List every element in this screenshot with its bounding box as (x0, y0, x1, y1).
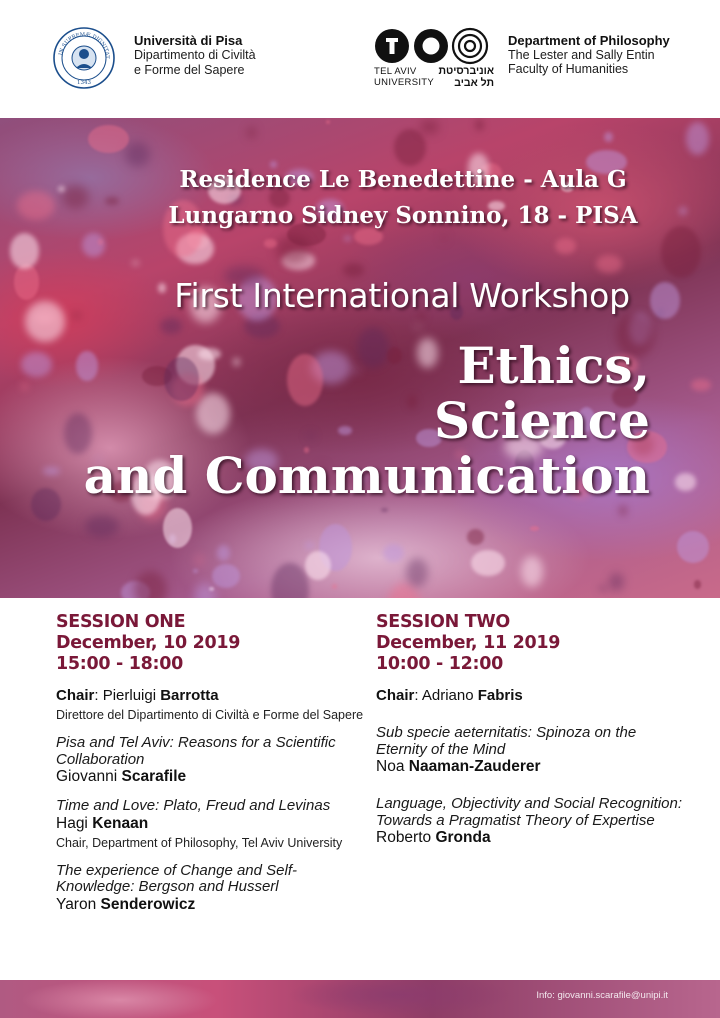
speaker (376, 829, 686, 847)
talk-item (376, 796, 686, 847)
title-line-2: Science (434, 391, 650, 450)
texture-speck (677, 531, 709, 563)
speaker-last-name: Naaman-Zauderer (408, 758, 541, 775)
venue-line-2: Lungarno Sidney Sonnino, 18 - PISA (168, 202, 638, 229)
session-two-time: 10:00 - 12:00 (376, 654, 503, 674)
session-two-date: December, 11 2019 (376, 633, 561, 653)
texture-speck (163, 508, 192, 548)
texture-speck (475, 119, 484, 131)
texture-speck (604, 132, 613, 143)
footer-contact-info: Info: giovanni.scarafile@unipi.it (536, 990, 668, 1001)
workshop-heading: First International Workshop (174, 276, 630, 315)
talk-item (56, 798, 366, 851)
speaker-last-name: Gronda (435, 829, 491, 846)
texture-speck (134, 571, 167, 598)
unipi-dept-line2: e Forme del Sapere (134, 63, 245, 77)
texture-speck (442, 235, 446, 241)
chair-first-name: Adriano (421, 687, 474, 704)
texture-speck (691, 379, 712, 391)
texture-speck (354, 228, 383, 245)
chair-label: Chair (376, 687, 415, 704)
title-line-1: Ethics, (457, 336, 650, 395)
texture-speck (247, 127, 256, 139)
speaker-last-name: Senderowicz (100, 895, 196, 913)
texture-speck (467, 529, 485, 545)
dept-line2: Faculty of Humanities (508, 62, 629, 76)
texture-speck (194, 583, 216, 598)
texture-speck (10, 233, 40, 269)
texture-speck (76, 351, 97, 380)
texture-speck (98, 239, 103, 245)
texture-speck (694, 580, 702, 589)
texture-speck (160, 318, 181, 334)
texture-speck (344, 236, 351, 241)
session-two-name: SESSION TWO (376, 612, 510, 632)
unipi-name: Università di Pisa (134, 33, 243, 48)
texture-speck (394, 129, 426, 166)
texture-speck (381, 508, 388, 512)
texture-speck (619, 505, 627, 516)
texture-speck (417, 338, 438, 367)
talk-item (376, 725, 686, 776)
texture-speck (85, 515, 119, 537)
title-line-3: and Communication (83, 446, 650, 505)
chair-first-name: Pierluigi (102, 687, 157, 704)
texture-speck (271, 563, 309, 598)
texture-speck (338, 426, 351, 435)
session-one-chair: Chair: Pierluigi Barrotta (56, 687, 219, 704)
texture-speck (212, 564, 240, 588)
texture-speck (686, 122, 710, 155)
svg-text:IN SUPREMÆ DIGNITATIS: IN SUPREMÆ DIGNITAT (58, 31, 111, 59)
chair-last-name: Fabris (477, 687, 523, 704)
texture-speck (406, 558, 428, 587)
tau-he-line2: תל אביב (454, 76, 494, 89)
dept-text-block (508, 34, 670, 76)
texture-speck (21, 383, 29, 390)
texture-speck (193, 569, 198, 573)
texture-speck (387, 347, 402, 364)
texture-speck (287, 354, 323, 406)
dept-line1: The Lester and Sally Entin (508, 48, 655, 62)
texture-speck (471, 550, 505, 576)
texture-speck (609, 573, 623, 591)
texture-speck (521, 556, 543, 588)
speaker-first-name: Noa (376, 758, 405, 775)
svg-text:1343: 1343 (77, 80, 91, 86)
texture-speck (125, 142, 150, 167)
session-one-name: SESSION ONE (56, 612, 186, 632)
speaker-first-name: Hagi (56, 814, 88, 832)
texture-speck (233, 358, 241, 366)
texture-speck (416, 325, 420, 329)
texture-speck (407, 395, 417, 409)
texture-speck (332, 584, 338, 589)
venue-line-1: Residence Le Benedettine - Aula G (179, 166, 627, 193)
texture-speck (31, 488, 61, 521)
header (0, 0, 720, 118)
tau-he-line1: אוניברסיטת (438, 65, 494, 77)
texture-speck (305, 551, 331, 581)
speaker (376, 758, 686, 776)
speaker-affiliation: Chair, Department of Philosophy, Tel Aviv University (56, 835, 343, 850)
chair-last-name: Barrotta (160, 687, 219, 704)
speaker-first-name: Giovanni (56, 768, 118, 785)
speaker-first-name: Yaron (56, 895, 97, 913)
talk-title: Sub specie aeternitatis: Spinoza on the Eternity of the Mind (376, 724, 637, 758)
talk-title: Time and Love: Plato, Freud and Levinas (56, 797, 331, 814)
texture-speck (530, 526, 539, 531)
speaker (56, 815, 366, 833)
texture-speck (326, 120, 330, 124)
texture-speck (21, 352, 53, 378)
speaker (56, 896, 366, 914)
tau-name-he (428, 66, 494, 89)
texture-speck (357, 327, 390, 369)
session-two-chair: Chair: Adriano Fabris (376, 687, 523, 704)
texture-speck (196, 555, 204, 565)
tau-en-line2: UNIVERSITY (374, 77, 435, 88)
tau-caption (374, 66, 498, 90)
talk-title: Pisa and Tel Aviv: Reasons for a Scientific Collaboration (56, 734, 336, 768)
texture-speck (88, 125, 129, 153)
session-two (376, 612, 686, 847)
texture-speck (420, 120, 439, 135)
tau-en-line1: TEL AVIV (374, 66, 417, 77)
texture-speck (305, 542, 314, 549)
session-one-date: December, 10 2019 (56, 633, 241, 653)
texture-speck (661, 226, 702, 279)
talk-title: The experience of Change and Self-Knowledge: Bergson and Husserl (56, 861, 297, 895)
texture-speck (132, 261, 139, 265)
session-one-chair-note: Direttore del Dipartimento di Civiltà e Forme del Sapere (56, 708, 364, 722)
texture-speck (383, 544, 404, 562)
texture-speck (675, 473, 697, 490)
talk-title: Language, Objectivity and Social Recognition: Towards a Pragmatist Theory of Expertise (376, 795, 683, 829)
texture-speck (598, 586, 608, 591)
speaker-last-name: Scarafile (121, 768, 187, 785)
speaker-last-name: Kenaan (92, 814, 149, 832)
texture-speck (596, 255, 622, 272)
texture-speck (353, 368, 359, 373)
dept-name: Department of Philosophy (508, 33, 670, 48)
texture-speck (43, 467, 60, 476)
talk-item (56, 863, 366, 914)
texture-speck (196, 393, 230, 434)
footer-band (0, 980, 720, 1018)
texture-speck (164, 357, 199, 401)
texture-speck (276, 235, 310, 264)
university-seal-logo (52, 26, 116, 90)
session-one-time: 15:00 - 18:00 (56, 654, 183, 674)
texture-speck (307, 433, 314, 439)
texture-speck (217, 545, 230, 561)
session-one (56, 612, 366, 914)
texture-speck (555, 238, 577, 254)
unipi-text-block (134, 33, 256, 78)
speaker-first-name: Roberto (376, 829, 432, 846)
speaker (56, 768, 366, 786)
unipi-dept-line1: Dipartimento di Civiltà (134, 48, 256, 62)
chair-label: Chair (56, 687, 95, 704)
tau-circles-logo (374, 27, 490, 65)
watercolor-banner (0, 118, 720, 598)
talk-item (56, 735, 366, 786)
tau-name-en (374, 66, 434, 88)
